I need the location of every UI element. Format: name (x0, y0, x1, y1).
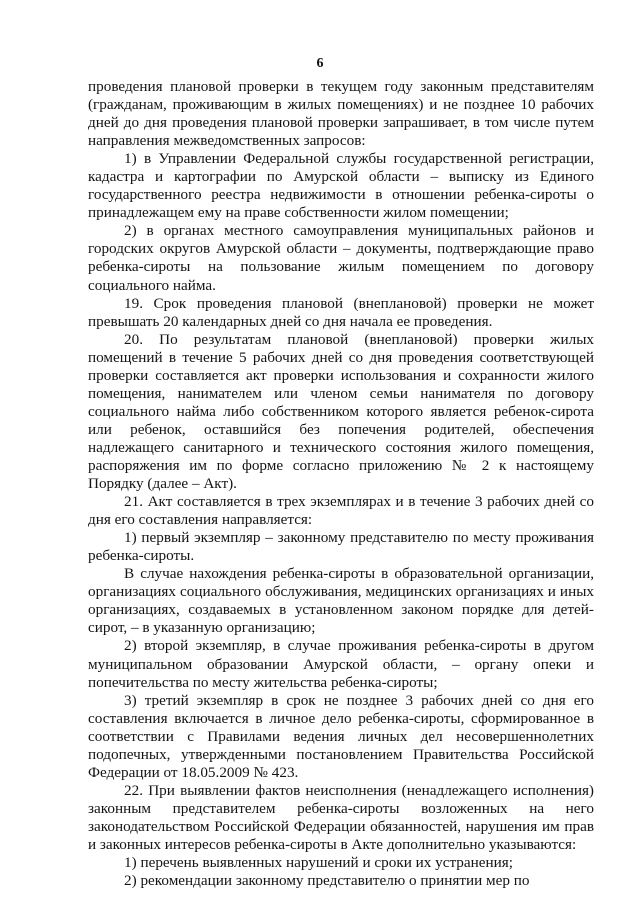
document-body (88, 78, 594, 890)
paragraph-request-rosreestr: 1) в Управлении Федеральной службы государственной регистрации, кадастра и картографии по Амурской области – выписку из Единого государственного реестра недвижимости в отношении ребенка-сироты о принадлежащем ему на праве собственности жилом помещении; (88, 150, 594, 222)
paragraph-request-municipal: 2) в органах местного самоуправления муниципальных районов и городских округов Амурской области – документы, подтверждающие право ребенка-сироты на пользование жилым помещением по договору социального найма. (88, 222, 594, 294)
paragraph-continuation: проведения плановой проверки в текущем году законным представителям (гражданам, проживающим в жилых помещениях) и не позднее 10 рабочих дней до дня проведения плановой проверки запрашивает, в том числе путем направления межведомственных запросов: (88, 78, 594, 150)
paragraph-21-organization: В случае нахождения ребенка-сироты в образовательной организации, организациях социального обслуживания, медицинских организациях и иных организациях, создаваемых в установленном законом порядке для детей-сирот, – в указанную организацию; (88, 565, 594, 637)
page-number: 6 (316, 56, 324, 71)
paragraph-20: 20. По результатам плановой (внеплановой) проверки жилых помещений в течение 5 рабочих дней со дня проведения соответствующей проверки составляется акт проверки использования и сохранности жилого помещения, нанимателем или членом семьи нанимателя по договору социального найма либо собственником которого является ребенок-сирота или ребенок, оставшийся без попечения родителей, обеспечения надлежащего санитарного и технического состояния жилого помещения, распоряжения им по форме согласно приложению № 2 к настоящему Порядку (далее – Акт). (88, 330, 594, 493)
paragraph-21: 21. Акт составляется в трех экземплярах и в течение 3 рабочих дней со дня его составления направляется: (88, 493, 594, 529)
paragraph-21-item-1: 1) первый экземпляр – законному представителю по месту проживания ребенка-сироты. (88, 529, 594, 565)
paragraph-21-item-3: 3) третий экземпляр в срок не позднее 3 рабочих дней со дня его составления включается в личное дело ребенка-сироты, сформированное в соответствии с Правилами ведения личных дел несовершеннолетних подопечных, утвержденными постановлением Правительства Российской Федерации от 18.05.2009 № 423. (88, 691, 594, 781)
paragraph-22-item-2: 2) рекомендации законному представителю о принятии мер по (124, 872, 530, 890)
paragraph-19: 19. Срок проведения плановой (внеплановой) проверки не может превышать 20 календарных дней со дня начала ее проведения. (88, 294, 594, 330)
paragraph-21-item-2: 2) второй экземпляр, в случае проживания ребенка-сироты в другом муниципальном образовании Амурской области, – органу опеки и попечительства по месту жительства ребенка-сироты; (88, 637, 594, 691)
paragraph-22: 22. При выявлении фактов неисполнения (ненадлежащего исполнения) законным представителем ребенка-сироты возложенных на него законодательством Российской Федерации обязанностей, нарушения им прав и законных интересов ребенка-сироты в Акте дополнительно указываются: (88, 781, 594, 853)
paragraph-22-item-1: 1) перечень выявленных нарушений и сроки их устранения; (124, 854, 513, 872)
